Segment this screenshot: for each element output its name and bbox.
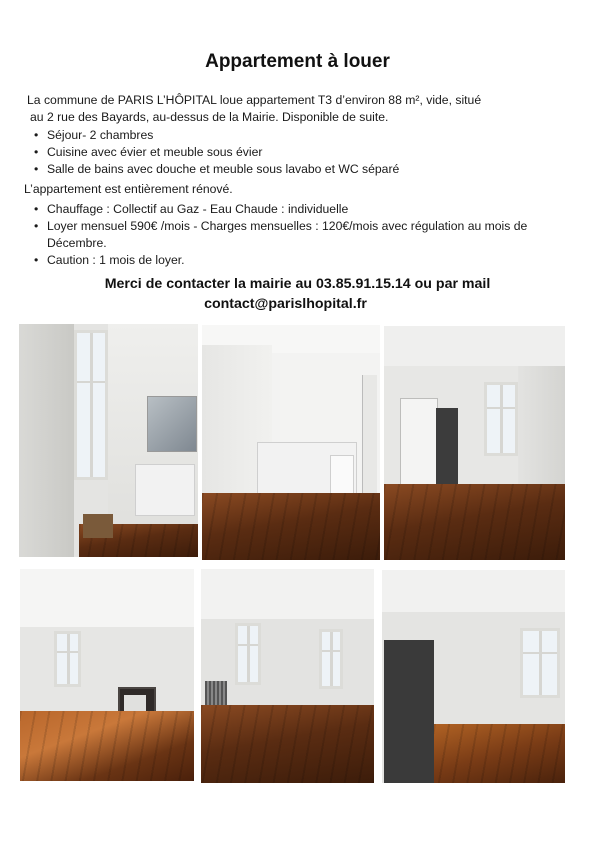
page-title: Appartement à louer <box>205 51 390 72</box>
renovation-note: L’appartement est entièrement rénové. <box>24 182 233 196</box>
list-item: • Cuisine avec évier et meuble sous évier <box>30 144 570 161</box>
list-item: • Loyer mensuel 590€ /mois - Charges mensuelles : 120€/mois avec régulation au mois de Décembre. <box>30 218 570 252</box>
intro-paragraph <box>27 92 567 126</box>
details-list <box>30 201 570 269</box>
photo-bathroom <box>19 324 198 557</box>
photo-kitchen <box>202 325 380 560</box>
list-item: • Séjour- 2 chambres <box>30 127 570 144</box>
intro-line-1: La commune de PARIS L’HÔPITAL loue appartement T3 d’environ 88 m², vide, situé <box>27 93 482 107</box>
list-item: • Caution : 1 mois de loyer. <box>30 252 570 269</box>
photo-living-room <box>20 569 194 781</box>
rooms-list <box>30 127 570 178</box>
list-item: • Salle de bains avec douche et meuble sous lavabo et WC séparé <box>30 161 570 178</box>
contact-email[interactable]: contact@parislhopital.fr <box>204 296 367 312</box>
list-item: • Chauffage : Collectif au Gaz - Eau Chaude : individuelle <box>30 201 570 218</box>
photo-second-room <box>382 570 565 783</box>
photo-hallway <box>384 326 565 560</box>
contact-line: Merci de contacter la mairie au 03.85.91.15.14 ou par mail <box>104 276 491 292</box>
photo-bedroom <box>201 569 374 783</box>
intro-line-2: au 2 rue des Bayards, au-dessus de la Mairie. Disponible de suite. <box>30 110 389 124</box>
